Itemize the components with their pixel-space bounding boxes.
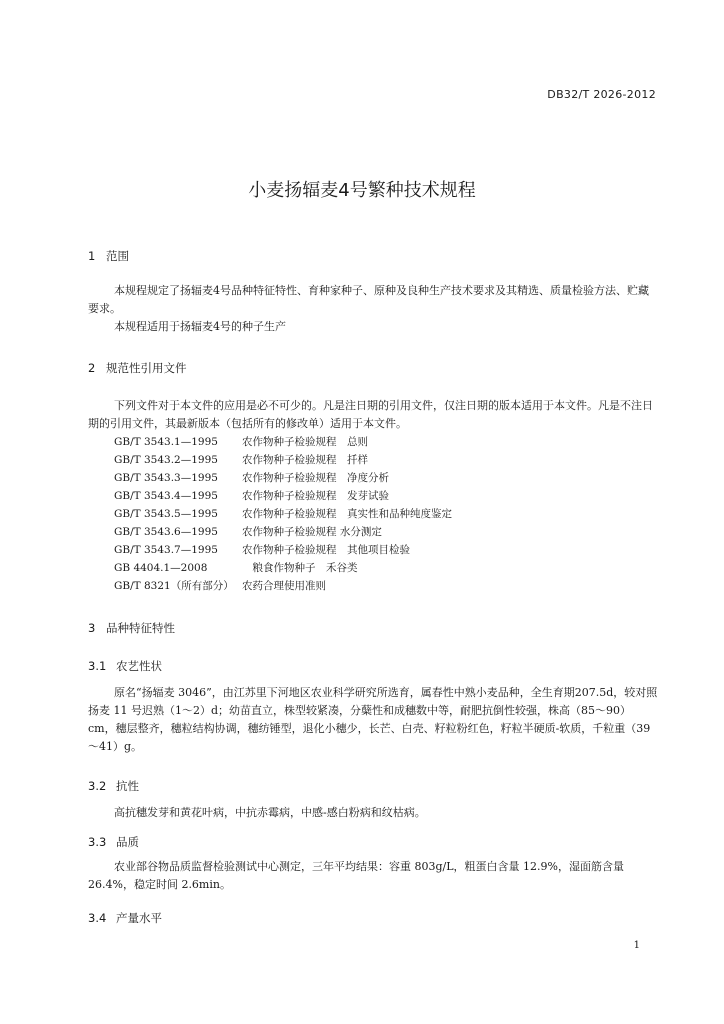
reference-title: 农作物种子检验规程 净度分析	[242, 472, 389, 484]
reference-item	[114, 559, 358, 577]
reference-title: 农作物种子检验规程 扦样	[242, 454, 368, 466]
subsection-3-1-heading	[88, 658, 162, 674]
reference-title: 农作物种子检验规程 其他项目检验	[242, 544, 410, 556]
subsection-3-4-heading	[88, 910, 162, 926]
reference-item	[114, 505, 452, 523]
subsection-title: 抗性	[116, 779, 139, 793]
subsection-number: 3.4	[88, 911, 107, 925]
reference-item	[114, 577, 326, 595]
reference-title: 农作物种子检验规程 总则	[242, 436, 368, 448]
reference-title: 农作物种子检验规程 真实性和品种纯度鉴定	[242, 508, 452, 520]
section-number: 3	[88, 621, 96, 635]
page-title: 小麦扬辐麦4号繁种技术规程	[248, 180, 476, 201]
subsection-title: 农艺性状	[116, 659, 162, 673]
reference-item	[114, 487, 389, 505]
reference-code: GB/T 3543.4—1995	[114, 490, 218, 502]
subsection-number: 3.1	[88, 659, 107, 673]
section-number: 2	[88, 361, 96, 375]
reference-code: GB/T 3543.2—1995	[114, 454, 218, 466]
reference-item	[114, 451, 368, 469]
subsection-number: 3.3	[88, 835, 107, 849]
reference-title: 农药合理使用准则	[242, 580, 326, 592]
reference-code: GB 4404.1—2008	[114, 562, 208, 574]
section-title: 规范性引用文件	[106, 361, 187, 375]
reference-code: GB/T 3543.1—1995	[114, 436, 218, 448]
subsection-3-3-paragraph: 农业部谷物品质监督检验测试中心测定，三年平均结果：容重 803g/L，粗蛋白含量 12.9%，湿面筋含量 26.4%，稳定时间 2.6min。	[88, 860, 624, 891]
subsection-title: 产量水平	[116, 911, 162, 925]
reference-code: GB/T 3543.7—1995	[114, 544, 218, 556]
reference-title: 农作物种子检验规程 水分测定	[242, 526, 382, 538]
subsection-3-1-paragraph: 原名“扬辐麦 3046”，由江苏里下河地区农业科学研究所选育，属春性中熟小麦品种，全生育期207.5d，较对照扬麦 11 号迟熟（1～2）d；幼苗直立，株型较紧凑，分蘖性和成穗数中等，耐肥抗倒性较强，株高（85～90）cm，穗层整齐，穗粒结构协调，穗纺锤型，退化小穗少，长芒、白壳、籽粒粉红色，籽粒半硬质-软质，千粒重（39～41）g。	[88, 686, 658, 753]
reference-code: GB/T 3543.6—1995	[114, 526, 218, 538]
subsection-3-2-heading	[88, 778, 139, 794]
page-number: 1	[633, 940, 640, 951]
reference-code: GB/T 3543.3—1995	[114, 472, 218, 484]
section-3-heading	[88, 620, 175, 636]
section-number: 1	[88, 249, 96, 263]
reference-code: GB/T 3543.5—1995	[114, 508, 218, 520]
section-1-paragraph-2: 本规程适用于扬辐麦4号的种子生产	[114, 320, 286, 333]
section-2-paragraph-1: 下列文件对于本文件的应用是必不可少的。凡是注日期的引用文件，仅注日期的版本适用于本文件。凡是不注日期的引用文件，其最新版本（包括所有的修改单）适用于本文件。	[88, 399, 653, 430]
reference-title: 粮食作物种子 禾谷类	[242, 562, 358, 574]
section-title: 品种特征特性	[106, 621, 175, 635]
reference-item	[114, 469, 389, 487]
reference-item	[114, 541, 410, 559]
section-1-heading	[88, 248, 129, 264]
subsection-title: 品质	[116, 835, 139, 849]
section-title: 范围	[106, 249, 129, 263]
reference-item	[114, 523, 382, 541]
reference-item	[114, 433, 368, 451]
section-1-paragraph-1: 本规程规定了扬辐麦4号品种特征特性、育种家种子、原种及良种生产技术要求及其精选、质量检验方法、贮藏要求。	[88, 284, 649, 315]
reference-title: 农作物种子检验规程 发芽试验	[242, 490, 389, 502]
subsection-number: 3.2	[88, 779, 107, 793]
section-2-heading	[88, 360, 187, 376]
subsection-3-2-paragraph: 高抗穗发芽和黄花叶病，中抗赤霉病，中感-感白粉病和纹枯病。	[114, 806, 426, 819]
document-code: DB32/T 2026-2012	[547, 88, 656, 101]
reference-code: GB/T 8321（所有部分）	[114, 580, 234, 592]
subsection-3-3-heading	[88, 834, 139, 850]
